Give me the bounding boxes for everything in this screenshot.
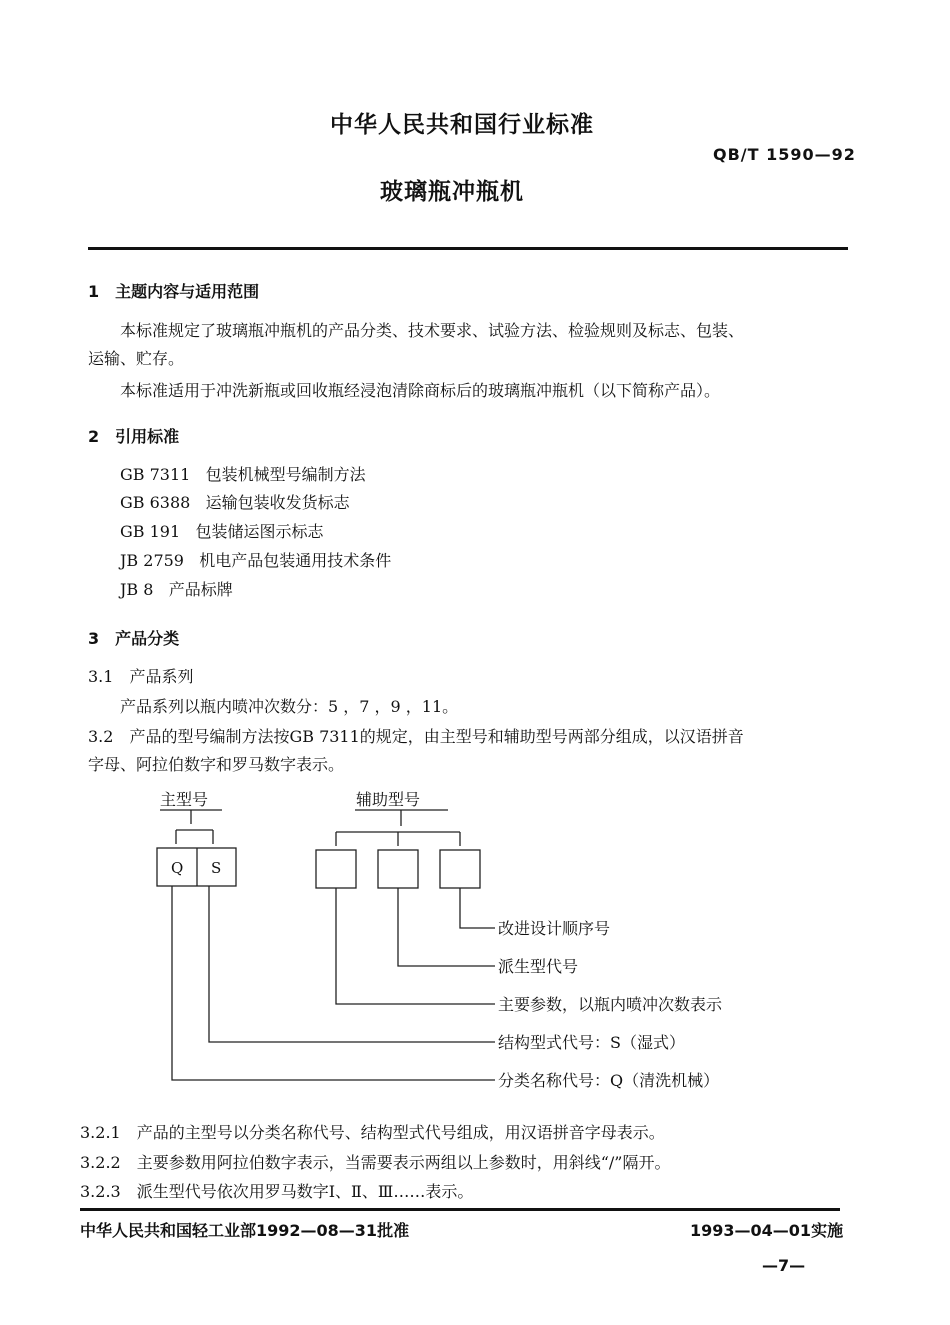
header-rule [88, 247, 848, 250]
reference-item [120, 519, 323, 542]
box-s-code: S [211, 859, 222, 877]
label-main-parameter: 主要参数，以瓶内喷冲次数表示 [498, 995, 723, 1014]
standard-number: QB/T 1590—92 [713, 145, 856, 164]
approval-statement: 中华人民共和国轻工业部1992—08—31批准 [80, 1221, 410, 1240]
section-1-paragraph-2: 本标准适用于冲洗新瓶或回收瓶经浸泡清除商标后的玻璃瓶冲瓶机（以下简称产品）。 [120, 381, 721, 400]
label-category-code: 分类名称代号：Q（清洗机械） [498, 1071, 720, 1090]
reference-item [120, 462, 366, 485]
section-3-heading: 3 产品分类 [88, 629, 180, 648]
reference-name: 运输包装收发货标志 [205, 493, 350, 512]
section-2-heading: 2 引用标准 [88, 427, 180, 446]
label-structure-code: 结构型式代号：S（湿式） [498, 1033, 685, 1052]
section-3-1-heading: 3.1 产品系列 [88, 667, 194, 686]
reference-code: GB 7311 [120, 465, 191, 484]
footer-rule [80, 1208, 840, 1211]
section-3-2-3: 3.2.3 派生型代号依次用罗马数字Ⅰ、Ⅱ、Ⅲ……表示。 [80, 1182, 474, 1201]
reference-item [120, 490, 350, 513]
auxiliary-model-label: 辅助型号 [356, 790, 421, 809]
section-3-2-line-2: 字母、阿拉伯数字和罗马数字表示。 [88, 755, 345, 774]
reference-code: JB 8 [120, 580, 154, 599]
effective-date: 1993—04—01实施 [690, 1221, 844, 1240]
reference-name: 包装储运图示标志 [195, 522, 324, 541]
section-1-paragraph-1-line-1: 本标准规定了玻璃瓶冲瓶机的产品分类、技术要求、试验方法、检验规则及标志、包装、 [120, 321, 745, 340]
reference-code: GB 191 [120, 522, 181, 541]
reference-code: GB 6388 [120, 493, 191, 512]
standard-category-title: 中华人民共和国行业标准 [330, 112, 594, 138]
reference-name: 机电产品包装通用技术条件 [199, 551, 392, 570]
label-improvement-sequence: 改进设计顺序号 [498, 919, 611, 938]
reference-item [120, 577, 233, 600]
section-1-paragraph-1-line-2: 运输、贮存。 [88, 349, 185, 368]
page-number: —7— [762, 1256, 806, 1275]
box-q-code: Q [171, 859, 184, 877]
reference-item [120, 548, 391, 571]
section-1-heading: 1 主题内容与适用范围 [88, 282, 260, 301]
section-3-2-2: 3.2.2 主要参数用阿拉伯数字表示，当需要表示两组以上参数时，用斜线“/”隔开。 [80, 1153, 671, 1172]
section-3-2-1: 3.2.1 产品的主型号以分类名称代号、结构型式代号组成，用汉语拼音字母表示。 [80, 1123, 665, 1142]
reference-code: JB 2759 [120, 551, 184, 570]
document-title: 玻璃瓶冲瓶机 [380, 179, 524, 205]
reference-name: 包装机械型号编制方法 [205, 465, 366, 484]
reference-name: 产品标牌 [168, 580, 233, 599]
model-code-diagram [0, 780, 950, 1100]
section-3-1-text: 产品系列以瓶内喷冲次数分：5 ，7 ，9 ，11。 [120, 697, 459, 716]
section-3-2-line-1: 3.2 产品的型号编制方法按GB 7311的规定，由主型号和辅助型号两部分组成，以汉语拼音 [88, 727, 744, 746]
main-model-label: 主型号 [160, 790, 209, 809]
label-derivative-code: 派生型代号 [498, 957, 579, 976]
